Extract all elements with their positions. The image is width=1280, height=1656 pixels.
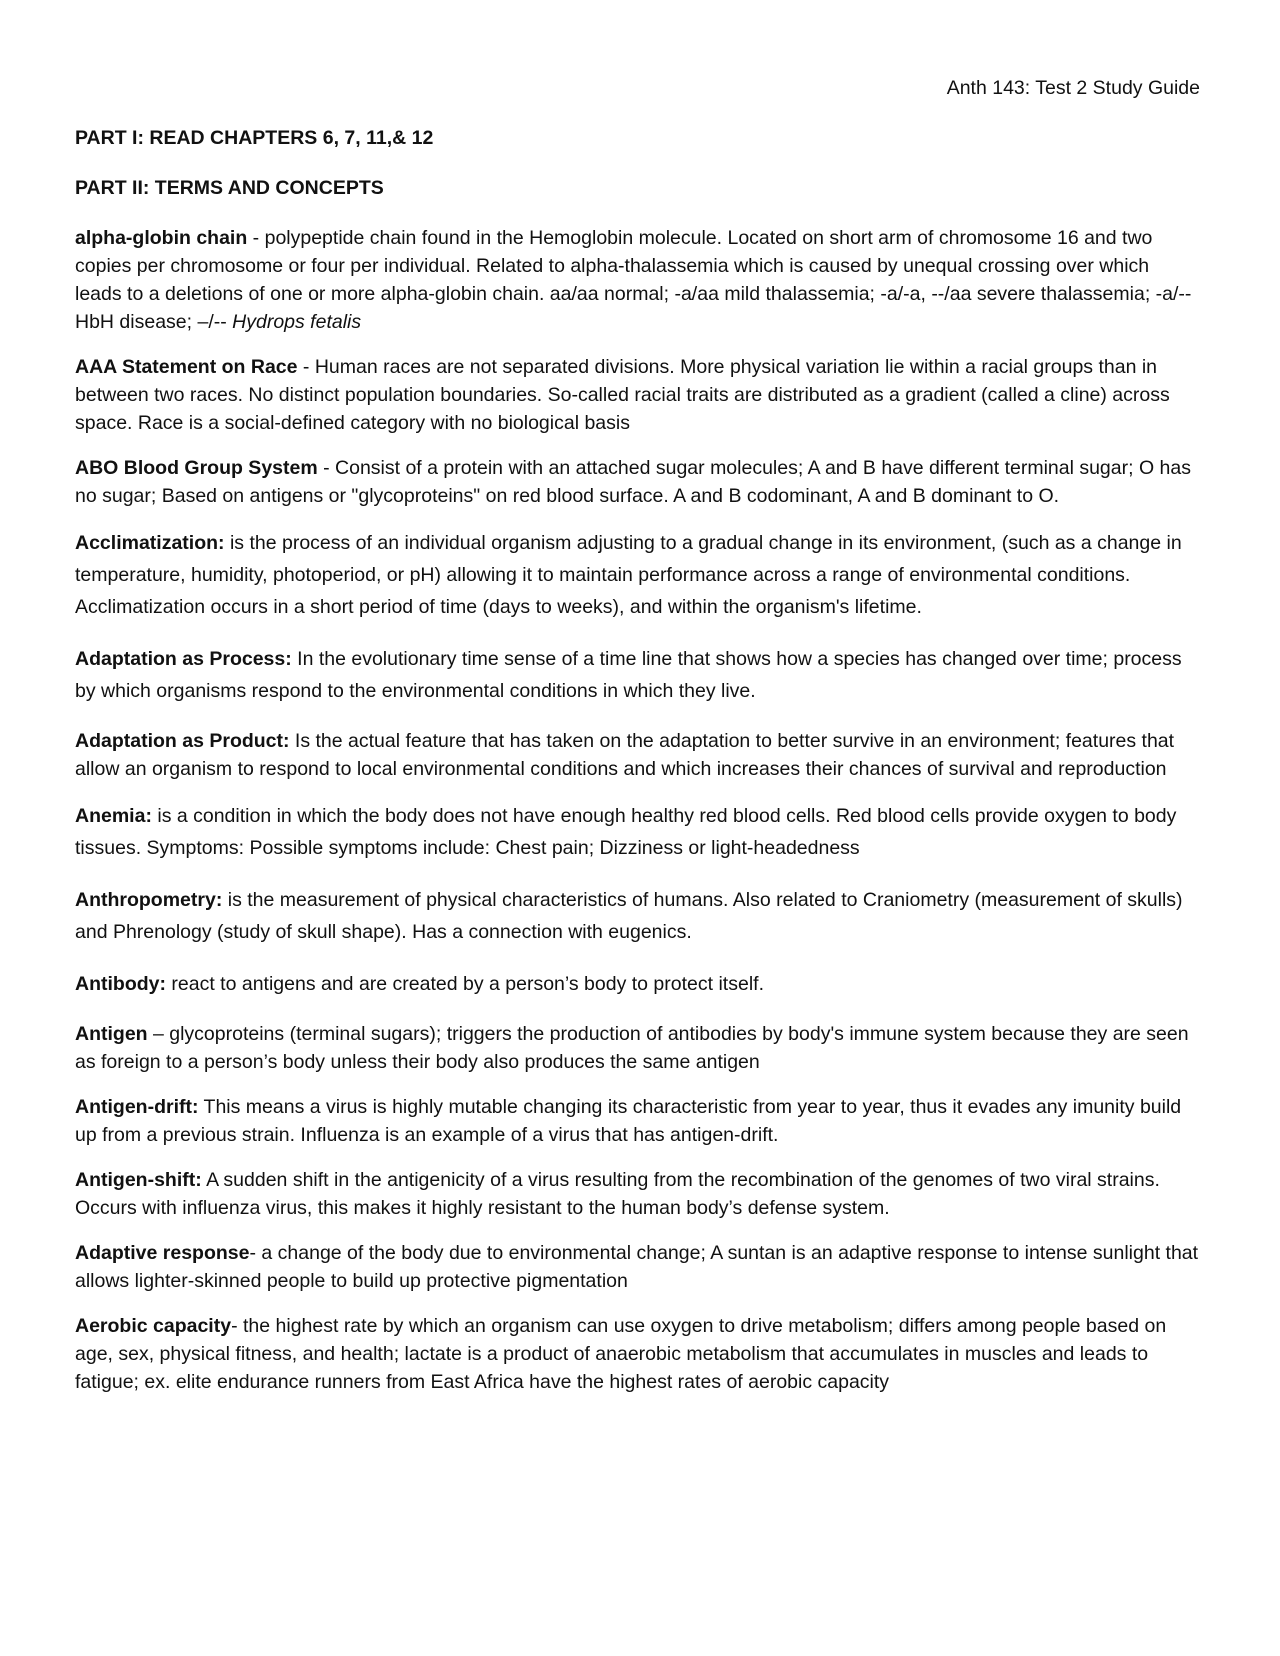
term-antigen-drift	[75, 1093, 1200, 1149]
term-alpha-globin-chain	[75, 224, 1200, 336]
term-name: alpha-globin chain	[75, 227, 248, 249]
term-name: Aerobic capacity	[75, 1315, 232, 1337]
term-acclimatization	[75, 527, 1200, 623]
term-name: ABO Blood Group System	[75, 457, 318, 479]
term-anemia	[75, 800, 1200, 864]
term-definition: A sudden shift in the antigenicity of a virus resulting from the recombination of the genomes of two viral strains. Occurs with influenza virus, this makes it highly resistant to the human body’s defense system.	[75, 1169, 1160, 1219]
term-name: Adaptation as Product:	[75, 730, 290, 752]
term-name: Adaptive response	[75, 1242, 250, 1264]
part1-heading: PART I: READ CHAPTERS 6, 7, 11,& 12	[75, 127, 434, 149]
term-name: Adaptation as Process:	[75, 648, 292, 670]
term-aerobic-capacity	[75, 1312, 1200, 1396]
term-definition: react to antigens and are created by a person’s body to protect itself.	[165, 973, 764, 995]
document-header: Anth 143: Test 2 Study Guide	[946, 77, 1200, 99]
term-antibody	[75, 968, 1200, 1000]
term-adaptation-as-process	[75, 643, 1200, 707]
term-name: Antigen-shift:	[75, 1169, 202, 1191]
term-definition: Is the actual feature that has taken on the adaptation to better survive in an environment; features that allow an organism to respond to local environmental conditions and which increases their chances of survival and reproduction	[75, 730, 1175, 780]
term-antigen-shift	[75, 1166, 1200, 1222]
term-name: Antibody:	[75, 973, 166, 995]
term-definition: is the measurement of physical characteristics of humans. Also related to Craniometry (measurement of skulls) and Phrenology (study of skull shape). Has a connection with eugenics.	[75, 889, 1183, 943]
term-abo-blood-group-system	[75, 454, 1200, 510]
term-adaptation-as-product	[75, 727, 1200, 783]
term-anthropometry	[75, 884, 1200, 948]
term-name: Acclimatization:	[75, 532, 225, 554]
term-definition: - polypeptide chain found in the Hemoglobin molecule. Located on short arm of chromosome 16 and two copies per chromosome or four per individual. Related to alpha-thalassemia which is caused by unequal crossing over which leads to a deletions of one or more alpha-globin chain. aa/aa normal; -a/aa mild thalassemia; -a/-a, --/aa severe thalassemia; -a/-- HbH disease; –/--	[75, 227, 1192, 333]
term-definition: - Consist of a protein with an attached sugar molecules; A and B have different terminal sugar; O has no sugar; Based on antigens or "glycoproteins" on red blood surface. A and B codominant, A and B dominant to O.	[75, 457, 1191, 507]
term-definition: is the process of an individual organism adjusting to a gradual change in its environment, (such as a change in temperature, humidity, photoperiod, or pH) allowing it to maintain performance across a range of environmental conditions. Acclimatization occurs in a short period of time (days to weeks), and within the organism's lifetime.	[75, 532, 1182, 618]
term-name: Antigen-drift:	[75, 1096, 199, 1118]
term-definition-italic: Hydrops fetalis	[232, 311, 362, 333]
term-adaptive-response	[75, 1239, 1200, 1295]
term-definition: – glycoproteins (terminal sugars); triggers the production of antibodies by body's immune system because they are seen as foreign to a person’s body unless their body also produces the same antigen	[75, 1023, 1189, 1073]
term-definition: In the evolutionary time sense of a time line that shows how a species has changed over time; process by which organisms respond to the environmental conditions in which they live.	[75, 648, 1182, 702]
term-name: Anthropometry:	[75, 889, 223, 911]
term-definition: is a condition in which the body does not have enough healthy red blood cells. Red blood cells provide oxygen to body tissues. Symptoms: Possible symptoms include: Chest pain; Dizziness or light-headedness	[75, 805, 1177, 859]
term-name: Anemia:	[75, 805, 152, 827]
term-antigen	[75, 1020, 1200, 1076]
term-name: Antigen	[75, 1023, 148, 1045]
term-aaa-statement-on-race	[75, 353, 1200, 437]
term-definition: - Human races are not separated divisions. More physical variation lie within a racial groups than in between two races. No distinct population boundaries. So-called racial traits are distributed as a gradient (called a cline) across space. Race is a social-defined category with no biological basis	[75, 356, 1170, 434]
term-definition: - the highest rate by which an organism can use oxygen to drive metabolism; differs among people based on age, sex, physical fitness, and health; lactate is a product of anaerobic metabolism that accumulates in muscles and leads to fatigue; ex. elite endurance runners from East Africa have the highest rates of aerobic capacity	[75, 1315, 1167, 1393]
term-definition: This means a virus is highly mutable changing its characteristic from year to year, thus it evades any imunity build up from a previous strain. Influenza is an example of a virus that has antigen-drift.	[75, 1096, 1182, 1146]
part2-heading: PART II: TERMS AND CONCEPTS	[75, 177, 384, 199]
term-definition: - a change of the body due to environmental change; A suntan is an adaptive response to intense sunlight that allows lighter-skinned people to build up protective pigmentation	[75, 1242, 1199, 1292]
term-name: AAA Statement on Race	[75, 356, 298, 378]
